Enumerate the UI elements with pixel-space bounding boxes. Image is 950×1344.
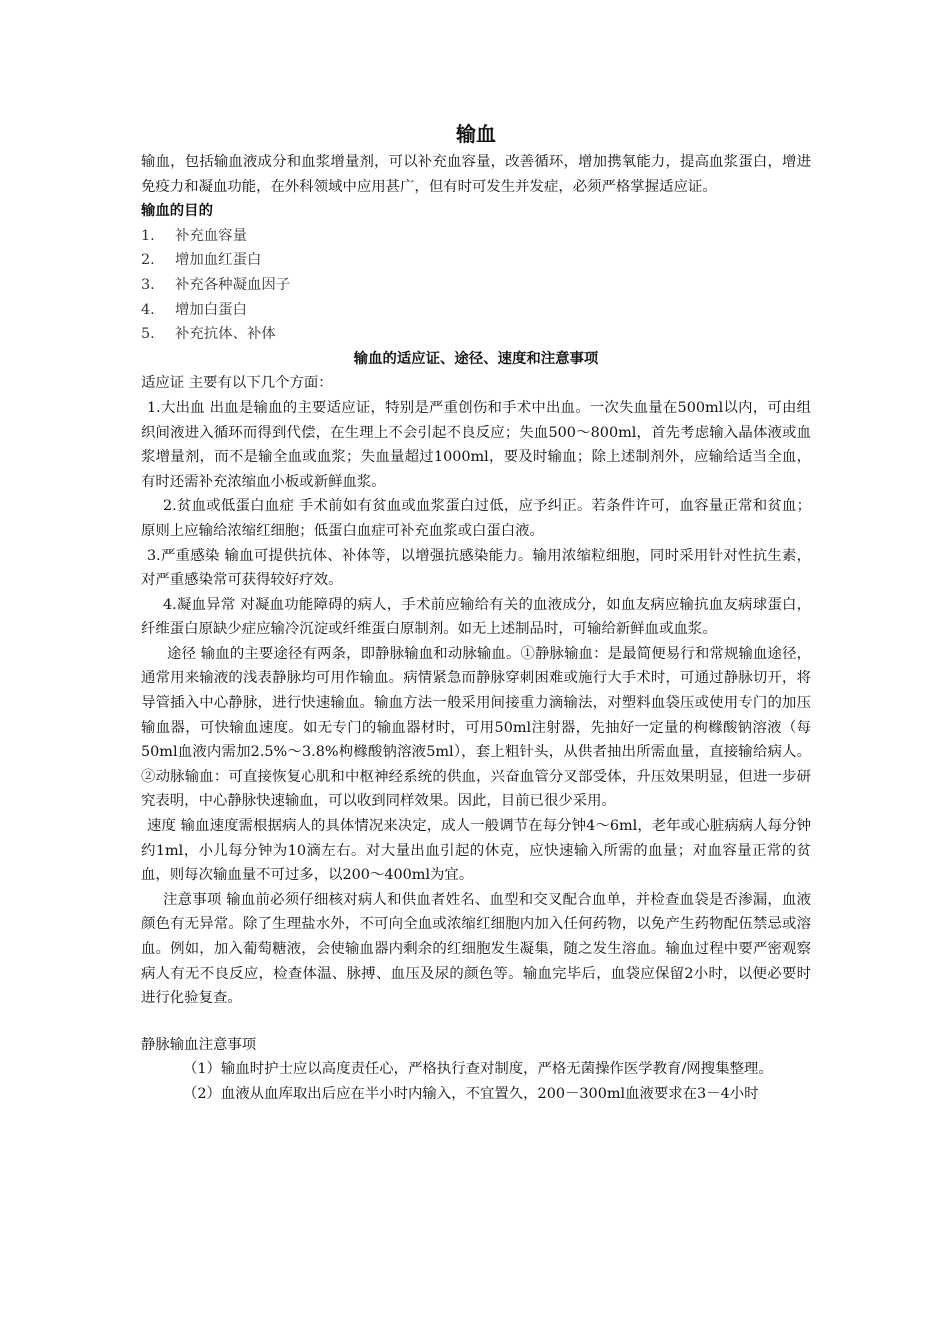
iv-note-1: （1）输血时护士应以高度责任心，严格执行查对制度，严格无菌操作医学教育/网搜集整理。 [183, 1061, 773, 1078]
document-page [141, 118, 811, 1107]
list-item: 4. 增加白蛋白 [141, 301, 247, 318]
list-item: 5. 补充抗体、补体 [141, 326, 276, 343]
indication-infection: 3.严重感染 输血可提供抗体、补体等，以增强抗感染能力。输用浓缩粒细胞，同时采用针对性抗生素，对严重感染常可获得较好疗效。 [141, 547, 811, 589]
intro-paragraph: 输血，包括输血液成分和血浆增量剂，可以补充血容量，改善循环，增加携氧能力，提高血浆蛋白，增进免疫力和凝血功能，在外科领域中应用甚广，但有时可发生并发症，必须严格掌握适应证。 [141, 154, 811, 195]
document-title: 输血 [456, 122, 496, 146]
purpose-list [141, 224, 811, 347]
speed-paragraph: 速度 输血速度需根据病人的具体情况来决定，成人一般调节在每分钟4～6ml，老年或心脏病病人每分钟约1ml，小儿每分钟为10滴左右。对大量出血引起的休克，应快速输入所需的血量；对血容量正常的贫血，则每次输血量不可过多，以200～400ml为宜。 [141, 818, 811, 884]
indications-intro: 适应证 主要有以下几个方面： [141, 375, 333, 392]
list-item: 1. 补充血容量 [141, 227, 247, 244]
indication-coagulation: 4.凝血异常 对凝血功能障碍的病人，手术前应输给有关的血液成分，如血友病应输抗血友病球蛋白，纤维蛋白原缺少症应输冷沉淀或纤维蛋白原制剂。如无上述制品时，可输给新鲜血或血浆。 [141, 596, 811, 638]
list-item: 3. 补充各种凝血因子 [141, 276, 291, 293]
spacer [141, 1011, 811, 1033]
indication-bleeding: 1.大出血 出血是输血的主要适应证，特别是严重创伤和手术中出血。一次失血量在500ml以内，可由组织间液进入循环而得到代偿，在生理上不会引起不良反应；失血500～800ml，首先考虑输入晶体液或血浆增量剂，而不是输全血或血浆；失血量超过1000ml，要及时输血；除上述制剂外，应输给适当全血，有时还需补充浓缩血小板或新鲜血浆。 [141, 399, 811, 490]
iv-note-2: （2）血液从血库取出后应在半小时内输入，不宜置久，200－300ml血液要求在3－4小时 [183, 1085, 759, 1102]
notes-paragraph: 注意事项 输血前必须仔细核对病人和供血者姓名、血型和交叉配合血单，并检查血袋是否渗漏，血液颜色有无异常。除了生理盐水外，不可向全血或浓缩红细胞内加入任何药物，以免产生药物配伍禁忌或溶血。例如，加入葡萄糖液，会使输血器内剩余的红细胞发生凝集，随之发生溶血。输血过程中要严密观察病人有无不良反应，检查体温、脉搏、血压及尿的颜色等。输血完毕后，血袋应保留2小时，以便必要时进行化验复查。 [141, 891, 811, 1007]
indication-anemia: 2.贫血或低蛋白血症 手术前如有贫血或血浆蛋白过低，应予纠正。若条件许可，血容量正常和贫血；原则上应输给浓缩红细胞；低蛋白血症可补充血浆或白蛋白液。 [141, 498, 811, 539]
list-item: 2. 增加血红蛋白 [141, 252, 262, 269]
route-paragraph: 途径 输血的主要途径有两条，即静脉输血和动脉输血。①静脉输血：是最简便易行和常规输血途径，通常用来输液的浅表静脉均可用作输血。病情紧急而静脉穿刺困难或施行大手术时，可通过静脉切开，将导管插入中心静脉，进行快速输血。输血方法一般采用间接重力滴输法，对塑料血袋压或使用专门的加压输血器，可快输血速度。如无专门的输血器材时，可用50ml注射器，先抽好一定量的枸橼酸钠溶液（每50ml血液内需加2.5%～3.8%枸橼酸钠溶液5ml），套上粗针头，从供者抽出所需血量，直接输给病人。②动脉输血：可直接恢复心肌和中枢神经系统的供血，兴奋血管分叉部受体，升压效果明显，但进一步研究表明，中心静脉快速输血，可以收到同样效果。因此，目前已很少采用。 [141, 645, 811, 810]
purpose-heading: 输血的目的 [141, 203, 213, 220]
section-heading: 输血的适应证、途径、速度和注意事项 [353, 350, 599, 367]
iv-notes-heading: 静脉输血注意事项 [141, 1036, 257, 1053]
